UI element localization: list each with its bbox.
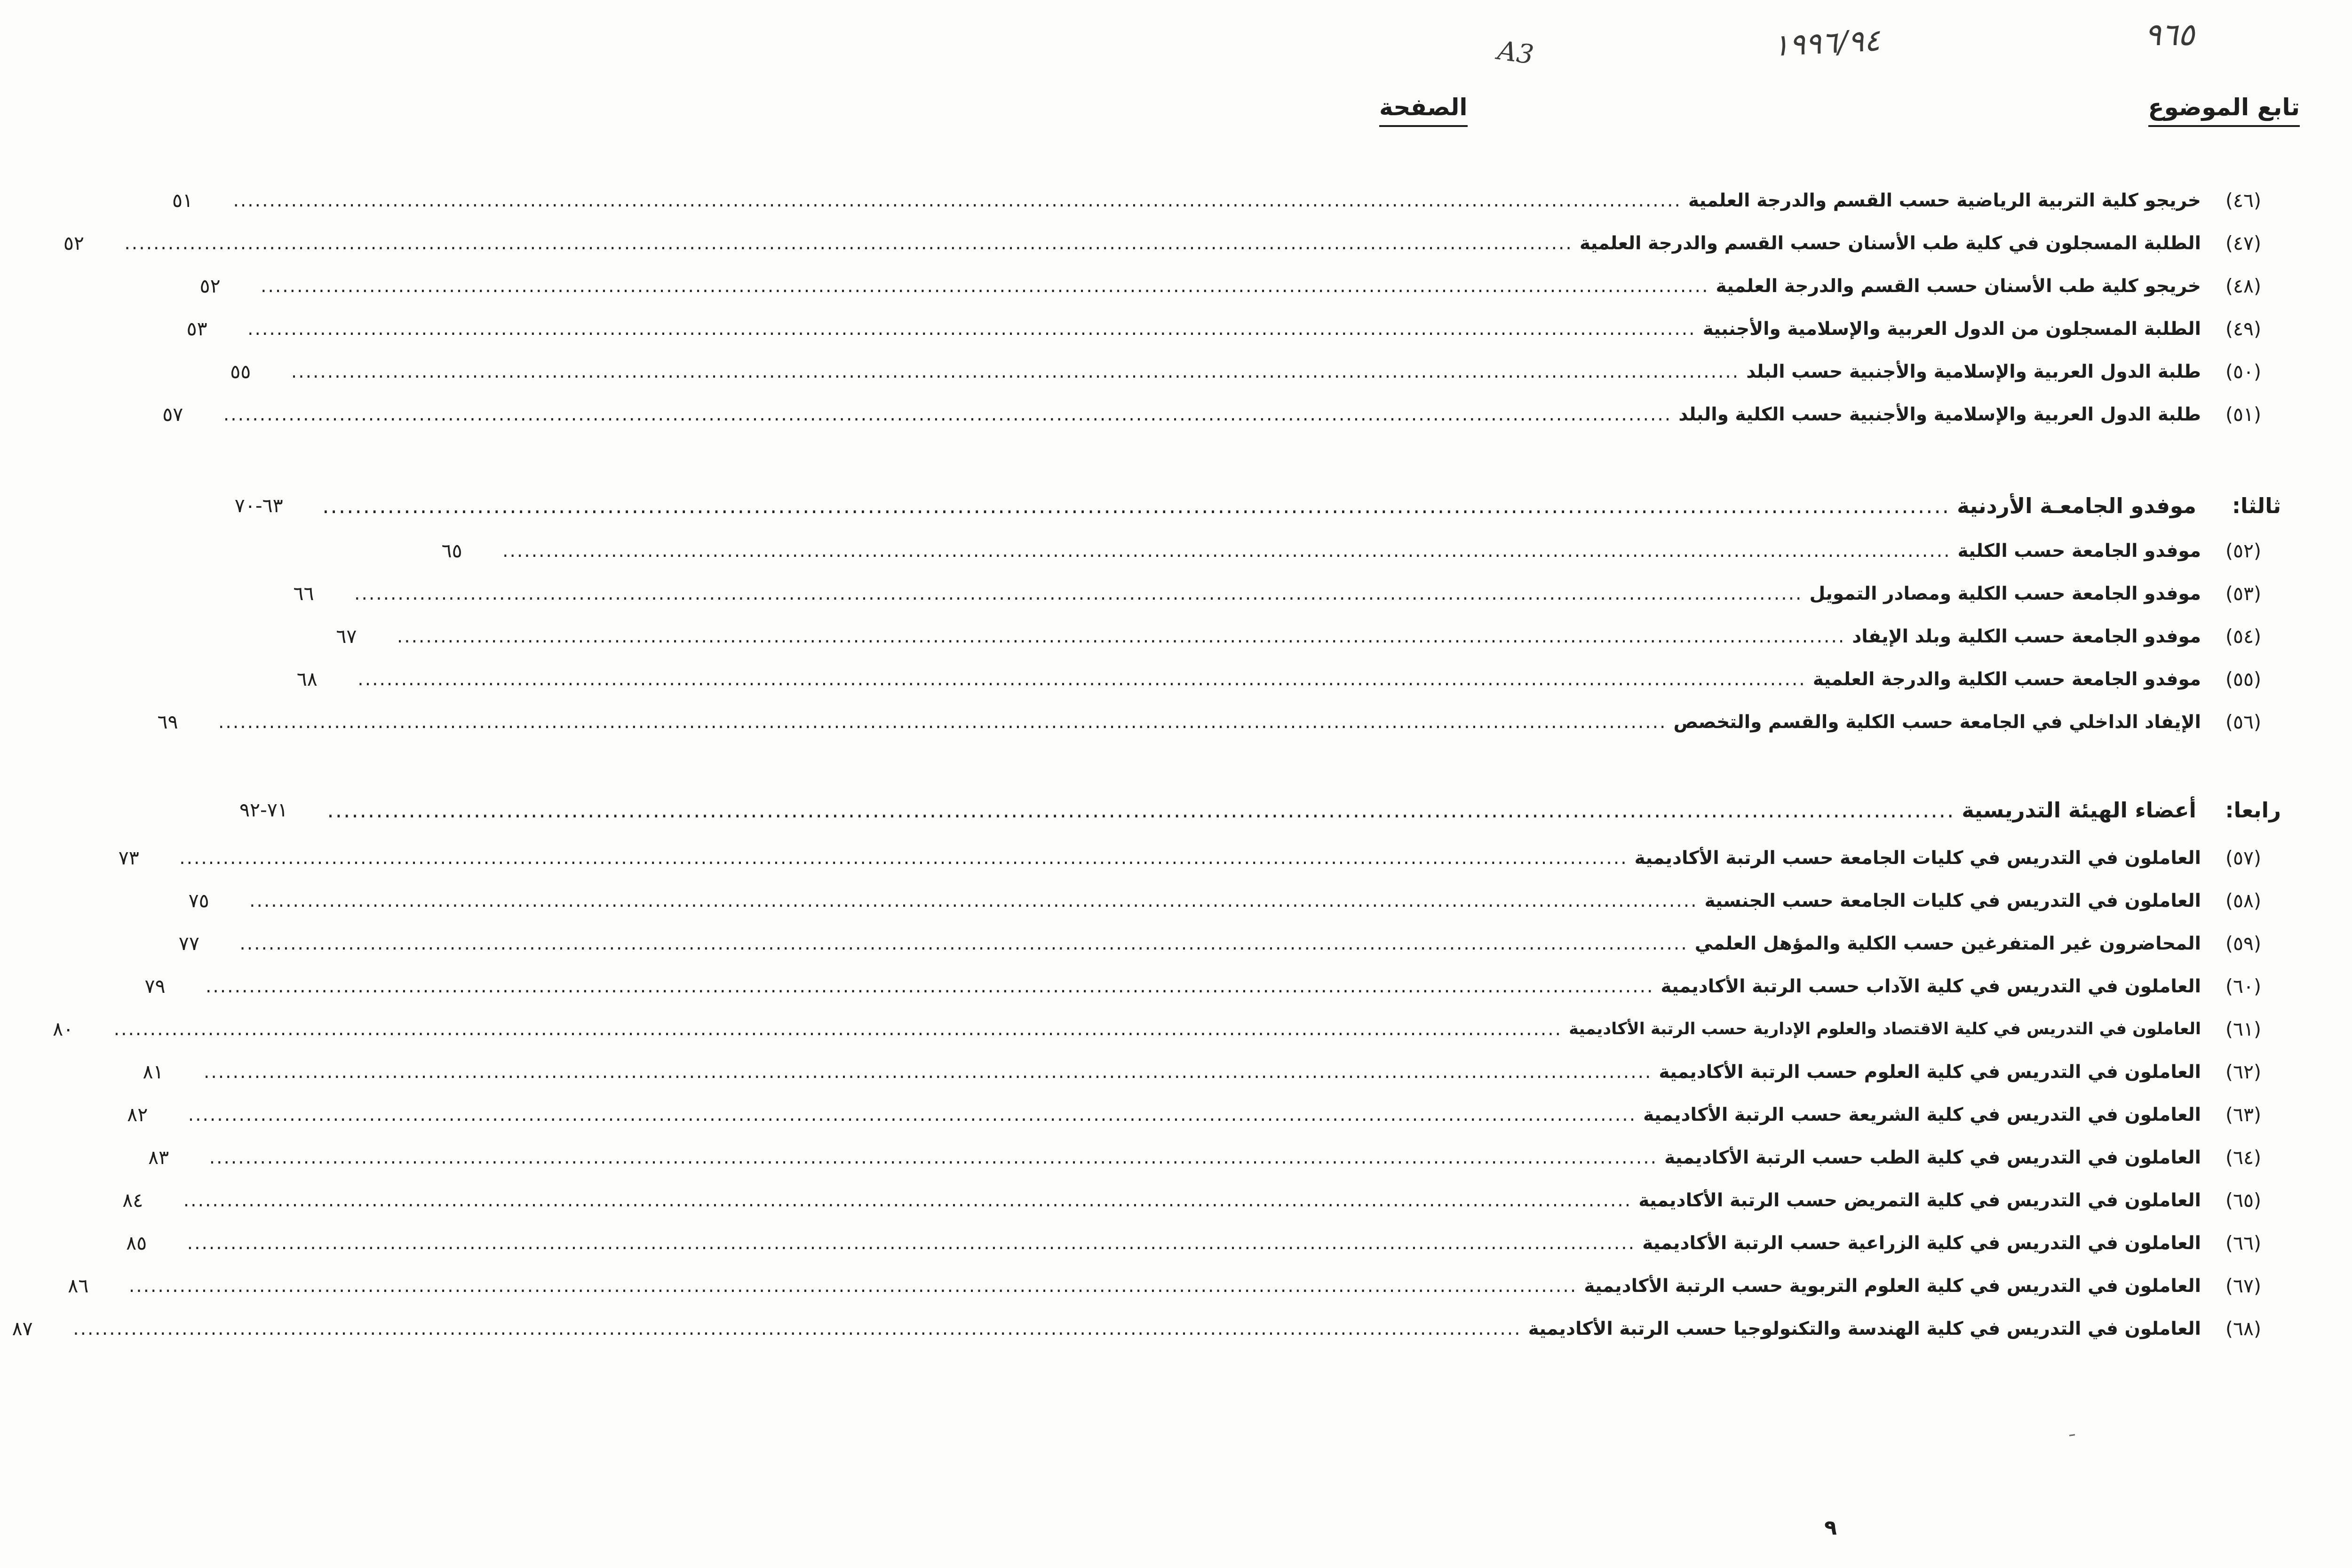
page-ref: ٥٢	[200, 275, 221, 297]
table-number: (٥٨)	[2225, 889, 2262, 912]
section-title: أعضاء الهيئة التدريسية	[1962, 797, 2197, 823]
dot-leader: ........................................................................................................................................................................................................	[125, 232, 1573, 254]
table-number: (٤٧)	[2225, 232, 2262, 254]
page-number: ٩	[1825, 1516, 1837, 1540]
dot-leader: ........................................................................................................................................................................................................	[240, 933, 1689, 954]
page-ref: ٦٥	[442, 539, 463, 562]
header-subject: تابع الموضوع	[2149, 94, 2301, 127]
dot-leader: ........................................................................................................................................................................................................	[250, 890, 1699, 911]
dot-leader: ........................................................................................................................................................................................................	[114, 1018, 1563, 1040]
page-ref: ٨٠	[53, 1018, 74, 1040]
dot-leader: ........................................................................................................................................................................................................	[183, 1189, 1633, 1211]
table-number: (٥٢)	[2225, 539, 2262, 562]
page-ref: ٦٦	[294, 582, 315, 605]
page-ref: ٨٦	[68, 1275, 89, 1297]
table-number: (٦٧)	[2225, 1275, 2262, 1297]
page-ref: ٨٢	[127, 1103, 149, 1126]
table-number: (٦٣)	[2225, 1103, 2262, 1126]
table-number: (٦٤)	[2225, 1146, 2262, 1169]
toc-entry	[163, 398, 2286, 431]
toc-entry	[123, 1184, 2286, 1217]
dot-leader: ........................................................................................................................................................................................................	[180, 847, 1629, 869]
toc-entry	[127, 1098, 2286, 1131]
toc-entry	[294, 577, 2286, 610]
table-number: (٥٥)	[2225, 668, 2262, 690]
entry-title: موفدو الجامعة حسب الكلية	[1958, 540, 2201, 562]
page-ref: ٧٧	[179, 932, 200, 955]
handwritten-year: ١٩٩٦/٩٤	[1772, 23, 1882, 63]
toc-entry	[53, 1013, 2286, 1045]
section-title: موفدو الجامعـة الأردنية	[1957, 493, 2197, 518]
page-ref: ٥٢	[64, 232, 85, 254]
dot-leader: ........................................................................................................................................................................................................	[188, 1104, 1637, 1125]
toc-entry	[189, 884, 2286, 917]
dot-leader: ........................................................................................................................................................................................................	[219, 711, 1668, 733]
entry-title: طلبة الدول العربية والإسلامية والأجنبية حسب الكلية والبلد	[1679, 404, 2201, 425]
entry-title: العاملون في التدريس في كليات الجامعة حسب الرتبة الأكاديمية	[1635, 847, 2201, 869]
entry-title: موفدو الجامعة حسب الكلية وبلد الإيفاد	[1852, 626, 2201, 647]
toc-entry	[442, 534, 2286, 567]
section-heading-4	[239, 791, 2286, 829]
dot-leader: ........................................................................................................................................................................................................	[129, 1275, 1578, 1297]
table-number: (٤٨)	[2225, 275, 2262, 297]
dot-leader: ........................................................................................................................................................................................................	[204, 1061, 1653, 1083]
page-ref: ٨٤	[123, 1189, 144, 1212]
toc-entry	[68, 1269, 2286, 1302]
dot-leader: ........................................................................................................................................................................................................	[261, 275, 1710, 297]
table-number: (٥٣)	[2225, 582, 2262, 605]
table-number: (٦٠)	[2225, 975, 2262, 998]
page-ref: ٨١	[143, 1061, 164, 1083]
page-range: ٦٣-٧٠	[235, 494, 284, 517]
entry-title: خريجو كلية التربية الرياضية حسب القسم والدرجة العلمية	[1688, 190, 2201, 211]
page-ref: ٧٩	[145, 975, 166, 998]
page-ref: ٥٥	[230, 360, 252, 383]
dot-leader: ........................................................................................................................................................................................................	[323, 493, 1951, 518]
page-ref: ٥٧	[163, 403, 184, 426]
dot-leader: ........................................................................................................................................................................................................	[248, 318, 1697, 340]
entry-title: موفدو الجامعة حسب الكلية والدرجة العلمية	[1813, 668, 2201, 690]
toc-entry	[230, 355, 2286, 388]
table-number: (٥٤)	[2225, 625, 2262, 648]
toc-entry	[297, 663, 2286, 696]
table-number: (٦٥)	[2225, 1189, 2262, 1212]
toc-entry	[127, 1227, 2286, 1259]
entry-title: العاملون في التدريس في كلية الاقتصاد والعلوم الإدارية حسب الرتبة الأكاديمية	[1569, 1020, 2201, 1038]
entry-title: المحاضرون غير المتفرغين حسب الكلية والمؤهل العلمي	[1695, 933, 2201, 954]
table-number: (٦٢)	[2225, 1061, 2262, 1083]
page-ref: ٨٧	[12, 1317, 33, 1340]
dot-leader: ........................................................................................................................................................................................................	[291, 361, 1740, 382]
entry-title: العاملون في التدريس في كليات الجامعة حسب الجنسية	[1705, 890, 2201, 911]
dot-leader: ........................................................................................................................................................................................................	[209, 1147, 1659, 1168]
entry-title: العاملون في التدريس في كلية الشريعة حسب الرتبة الأكاديمية	[1644, 1104, 2201, 1125]
page-ref: ٧٥	[189, 889, 210, 912]
dot-leader: ........................................................................................................................................................................................................	[233, 190, 1682, 211]
entry-title: طلبة الدول العربية والإسلامية والأجنبية حسب البلد	[1747, 361, 2201, 382]
section-label: ثالثا:	[2233, 493, 2281, 518]
entry-title: العاملون في التدريس في كلية العلوم حسب الرتبة الأكاديمية	[1659, 1061, 2201, 1083]
toc-entry	[64, 227, 2286, 260]
toc-entry	[119, 841, 2286, 874]
toc-entry	[187, 312, 2286, 345]
section-heading-3	[235, 487, 2286, 524]
page-ref: ٦٩	[158, 711, 179, 733]
entry-title: العاملون في التدريس في كلية التمريض حسب الرتبة الأكاديمية	[1639, 1189, 2201, 1211]
section-label: رابعا:	[2225, 797, 2281, 823]
table-number: (٥٩)	[2225, 932, 2262, 955]
entry-title: الإيفاد الداخلي في الجامعة حسب الكلية والقسم والتخصص	[1674, 711, 2201, 733]
dot-leader: ........................................................................................................................................................................................................	[187, 1232, 1637, 1254]
page-ref: ٥٣	[187, 317, 208, 340]
table-number: (٦٦)	[2225, 1232, 2262, 1254]
table-number: (٤٦)	[2225, 189, 2262, 212]
table-number: (٥٦)	[2225, 711, 2262, 733]
table-number: (٥٠)	[2225, 360, 2262, 383]
entry-title: الطلبة المسجلون من الدول العربية والإسلامية والأجنبية	[1703, 318, 2201, 340]
dot-leader: ........................................................................................................................................................................................................	[358, 668, 1807, 690]
table-number: (٦١)	[2225, 1018, 2262, 1040]
toc-entry	[149, 1141, 2286, 1174]
dot-leader: ........................................................................................................................................................................................................	[327, 797, 1956, 823]
toc-entry	[145, 970, 2286, 1003]
toc-entry	[143, 1055, 2286, 1088]
entry-title: العاملون في التدريس في كلية الآداب حسب الرتبة الأكاديمية	[1661, 975, 2201, 997]
dot-leader: ........................................................................................................................................................................................................	[355, 583, 1804, 604]
entry-title: العاملون في التدريس في كلية الطب حسب الرتبة الأكاديمية	[1665, 1147, 2201, 1168]
entry-title: الطلبة المسجلون في كلية طب الأسنان حسب القسم والدرجة العلمية	[1580, 232, 2201, 254]
toc-entry	[336, 620, 2286, 653]
scan-smudge	[2070, 1434, 2075, 1436]
dot-leader: ........................................................................................................................................................................................................	[397, 626, 1846, 647]
dot-leader: ........................................................................................................................................................................................................	[73, 1318, 1522, 1339]
entry-title: العاملون في التدريس في كلية الزراعية حسب الرتبة الأكاديمية	[1643, 1232, 2201, 1254]
page-ref: ٥١	[172, 189, 193, 212]
table-number: (٦٨)	[2225, 1317, 2262, 1340]
toc-entry	[172, 184, 2286, 217]
page-range: ٧١-٩٢	[239, 799, 288, 821]
page-ref: ٦٨	[297, 668, 318, 690]
handwritten-a3: A3	[1496, 35, 1536, 71]
entry-title: العاملون في التدريس في كلية الهندسة والتكنولوجيا حسب الرتبة الأكاديمية	[1528, 1318, 2201, 1339]
page-ref: ٦٧	[336, 625, 358, 648]
entry-title: العاملون في التدريس في كلية العلوم التربوية حسب الرتبة الأكاديمية	[1584, 1275, 2201, 1297]
dot-leader: ........................................................................................................................................................................................................	[503, 540, 1952, 562]
toc-entry	[200, 269, 2286, 302]
dot-leader: ........................................................................................................................................................................................................	[206, 975, 1655, 997]
page-ref: ٧٣	[119, 847, 140, 869]
toc-entry	[158, 705, 2286, 738]
dot-leader: ........................................................................................................................................................................................................	[223, 404, 1673, 425]
table-number: (٥٧)	[2225, 847, 2262, 869]
page-ref: ٨٥	[127, 1232, 148, 1254]
entry-title: موفدو الجامعة حسب الكلية ومصادر التمويل	[1810, 583, 2201, 604]
header-page: الصفحة	[1380, 94, 1468, 127]
page-ref: ٨٣	[149, 1146, 170, 1169]
entry-title: خريجو كلية طب الأسنان حسب القسم والدرجة العلمية	[1716, 275, 2201, 297]
table-number: (٥١)	[2225, 403, 2262, 426]
toc-entry	[179, 927, 2286, 960]
toc-entry	[12, 1312, 2286, 1345]
table-number: (٤٩)	[2225, 317, 2262, 340]
handwritten-number: ٩٦٥	[2145, 16, 2195, 53]
